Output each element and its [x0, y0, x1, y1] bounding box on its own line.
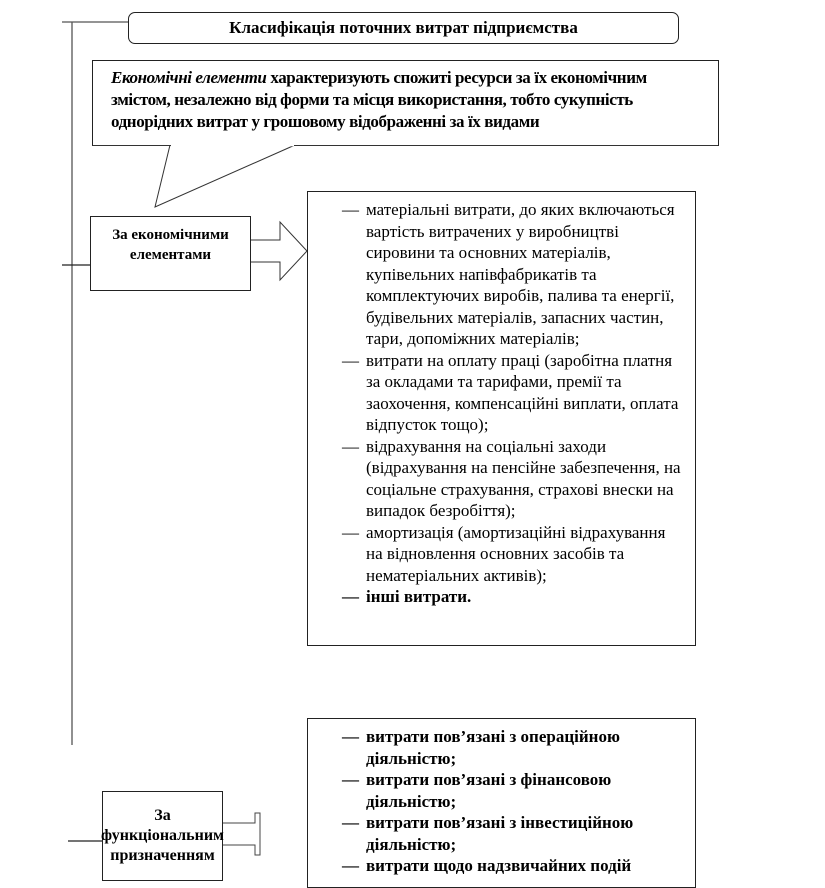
list-item: — амортизація (амортизаційні відрахування на відновлення основних засобів та нематеріальних активів);	[342, 522, 666, 585]
list-item: — матеріальні витрати, до яких включаються вартість витрачених у виробництві сировини та основних матеріалів, купівельних напівфабрикатів та комплектуючих виробів, палива та енергії, будівельних матеріалів, запасних частин, тари, допоміжних матеріалів;	[342, 200, 675, 348]
list-item: — інші витрати.	[342, 587, 472, 606]
callout-term: Економічні елементи	[111, 68, 267, 87]
block-arrow-functional	[222, 813, 260, 855]
block-arrow-economic	[250, 220, 307, 280]
list-item: — відрахування на соціальні заходи (відрахування на пенсійне забезпечення, на соціальне страхування, страхові внески на випадок безробіття);	[342, 436, 681, 520]
list-item: — витрати на оплату праці (заробітна платня за окладами та тарифами, премії та заохочення, компенсаційні виплати, оплата відпусток тощо);	[342, 350, 679, 434]
functional-purpose-list	[307, 718, 696, 888]
callout-text: характеризують спожиті ресурси за їх економічним змістом, незалежно від форми та місця використання, тобто сукупність однорідних витрат у грошовому відображенні за їх видами	[111, 68, 647, 131]
category-economic-elements: За економічними елементами	[90, 216, 251, 291]
list-item: — витрати пов’язані з операційною діяльністю;	[342, 727, 620, 768]
category-functional-purpose: За функціональним призначенням	[102, 791, 223, 881]
economic-elements-list	[307, 191, 696, 646]
list-item: — витрати пов’язані з фінансовою діяльністю;	[342, 770, 612, 811]
callout-definition	[92, 60, 719, 146]
diagram-title: Класифікація поточних витрат підприємства	[128, 12, 679, 44]
list-item: — витрати щодо надзвичайних подій	[342, 856, 632, 875]
list-item: — витрати пов’язані з інвестиційною діяльністю;	[342, 813, 634, 854]
